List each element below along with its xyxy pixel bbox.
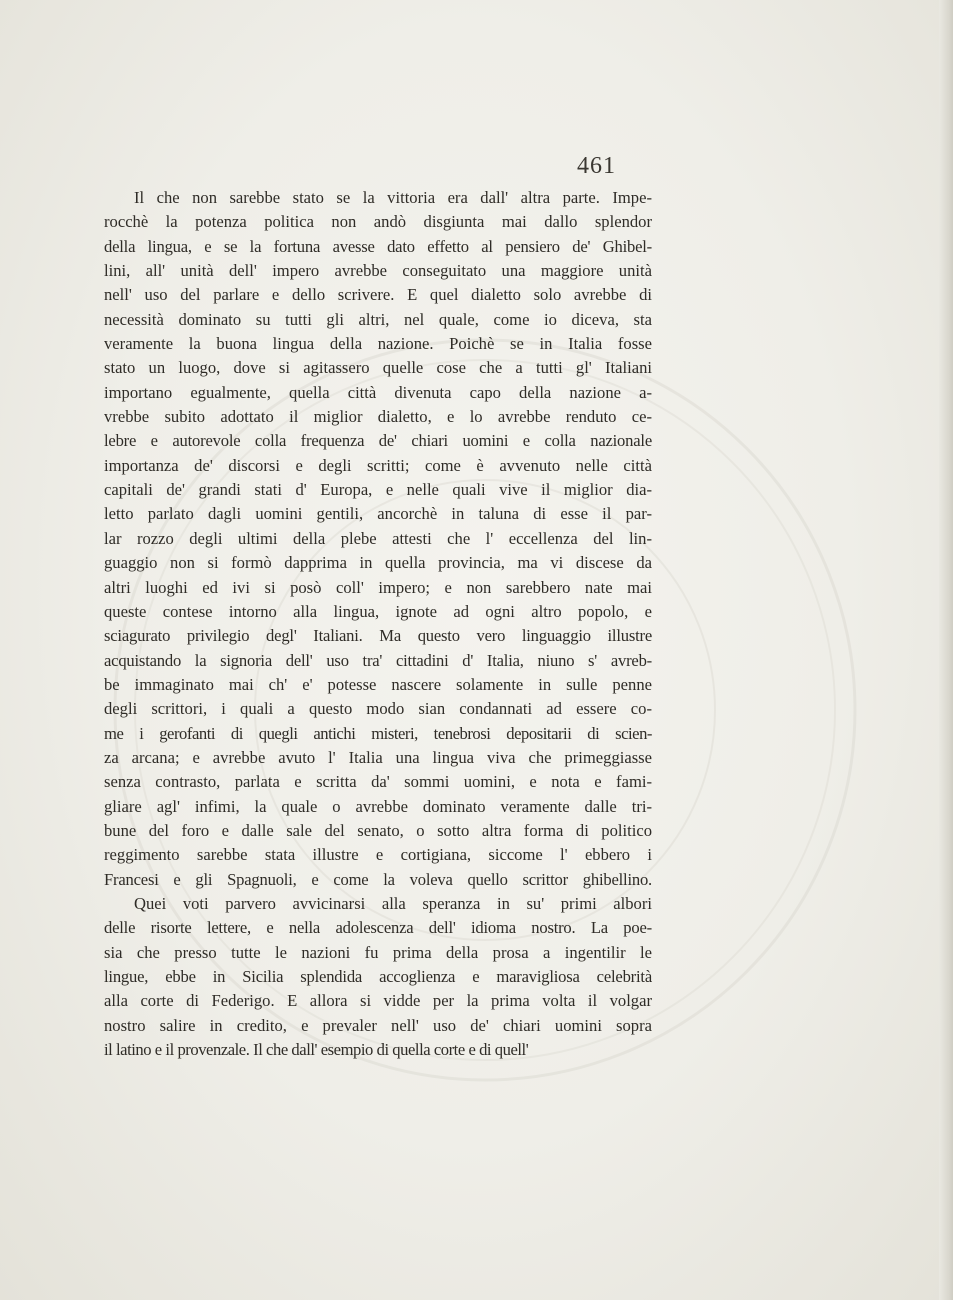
text-line: be immaginato mai ch' e' potesse nascere solamente in sulle penne — [104, 674, 652, 694]
text-line: rocchè la potenza politica non andò disgiunta mai dallo splendor — [104, 212, 652, 232]
text-line: acquistando la signoria dell' uso tra' cittadini d' Italia, niuno s' avreb- — [104, 650, 652, 670]
text-line: gliare agl' infimi, la quale o avrebbe dominato veramente dalle tri- — [104, 796, 652, 816]
text-line: necessità dominato su tutti gli altri, nel quale, come io diceva, sta — [104, 309, 652, 329]
text-line: letto parlato dagli uomini gentili, ancorchè in taluna di esse il par- — [104, 504, 652, 524]
text-line: guaggio non si formò dapprima in quella provincia, ma vi discese da — [104, 553, 652, 573]
text-line: bune del foro e dalle sale del senato, o sotto altra forma di politico — [104, 820, 652, 840]
text-line: degli scrittori, i quali a questo modo sian condannati ad essere co- — [104, 699, 652, 719]
page-edge — [939, 0, 953, 1300]
text-line: della lingua, e se la fortuna avesse dato effetto al pensiero de' Ghibel- — [104, 236, 652, 256]
body-text — [104, 186, 652, 1062]
text-line: vrebbe subito adottato il miglior dialetto, e lo avrebbe renduto ce- — [104, 407, 652, 427]
text-line: sciagurato privilegio degl' Italiani. Ma questo vero linguaggio illustre — [104, 626, 652, 646]
text-line: stato un luogo, dove si agitassero quelle cose che a tutti gl' Italiani — [104, 358, 652, 378]
text-line: altri luoghi ed ivi si posò coll' impero; e non sarebbero nate mai — [104, 577, 652, 597]
text-line: veramente la buona lingua della nazione. Poichè se in Italia fosse — [104, 334, 652, 354]
text-line: sia che presso tutte le nazioni fu prima della prosa a ingentilir le — [104, 942, 652, 962]
text-line: lingue, ebbe in Sicilia splendida accoglienza e maravigliosa celebrità — [104, 967, 652, 986]
text-line: lar rozzo degli ultimi della plebe attesti che l' eccellenza del lin- — [104, 528, 652, 548]
text-line: nell' uso del parlare e dello scrivere. E quel dialetto solo avrebbe di — [104, 285, 652, 305]
text-line: za arcana; e avrebbe avuto l' Italia una lingua viva che primeggiasse — [104, 747, 652, 767]
text-line: importano egualmente, quella città divenuta capo della nazione a- — [104, 382, 652, 402]
text-line: importanza de' discorsi e degli scritti; come è avvenuto nelle città — [104, 455, 652, 475]
text-line: delle risorte lettere, e nella adolescenza dell' idioma nostro. La poe- — [104, 918, 652, 938]
text-line: lini, all' unità dell' impero avrebbe conseguitato una maggiore unità — [104, 261, 652, 281]
text-line: lebre e autorevole colla frequenza de' chiari uomini e colla nazionale — [104, 431, 652, 451]
text-line: il latino e il provenzale. Il che dall' esempio di quella corte e di quell' — [104, 1040, 529, 1060]
page-number: 461 — [577, 153, 616, 179]
text-line: Quei voti parvero avvicinarsi alla speranza in su' primi albori — [134, 893, 652, 913]
text-line: nostro salire in credito, e prevaler nell' uso de' chiari uomini sopra — [104, 1015, 652, 1035]
text-line: capitali de' grandi stati d' Europa, e nelle quali vive il miglior dia- — [104, 480, 652, 500]
text-line: queste contese intorno alla lingua, ignote ad ogni altro popolo, e — [104, 601, 652, 621]
text-line: Francesi e gli Spagnuoli, e come la voleva quello scrittor ghibellino. — [104, 869, 652, 889]
text-line: Il che non sarebbe stato se la vittoria era dall' altra parte. Impe- — [134, 188, 652, 207]
text-line: alla corte di Federigo. E allora si vidde per la prima volta il volgar — [104, 991, 652, 1011]
text-line: reggimento sarebbe stata illustre e cortigiana, siccome l' ebbero i — [104, 845, 652, 865]
text-line: senza contrasto, parlata e scritta da' sommi uomini, e nota e fami- — [104, 772, 652, 792]
text-line: me i gerofanti di quegli antichi misteri, tenebrosi depositarii di scien- — [104, 723, 652, 743]
